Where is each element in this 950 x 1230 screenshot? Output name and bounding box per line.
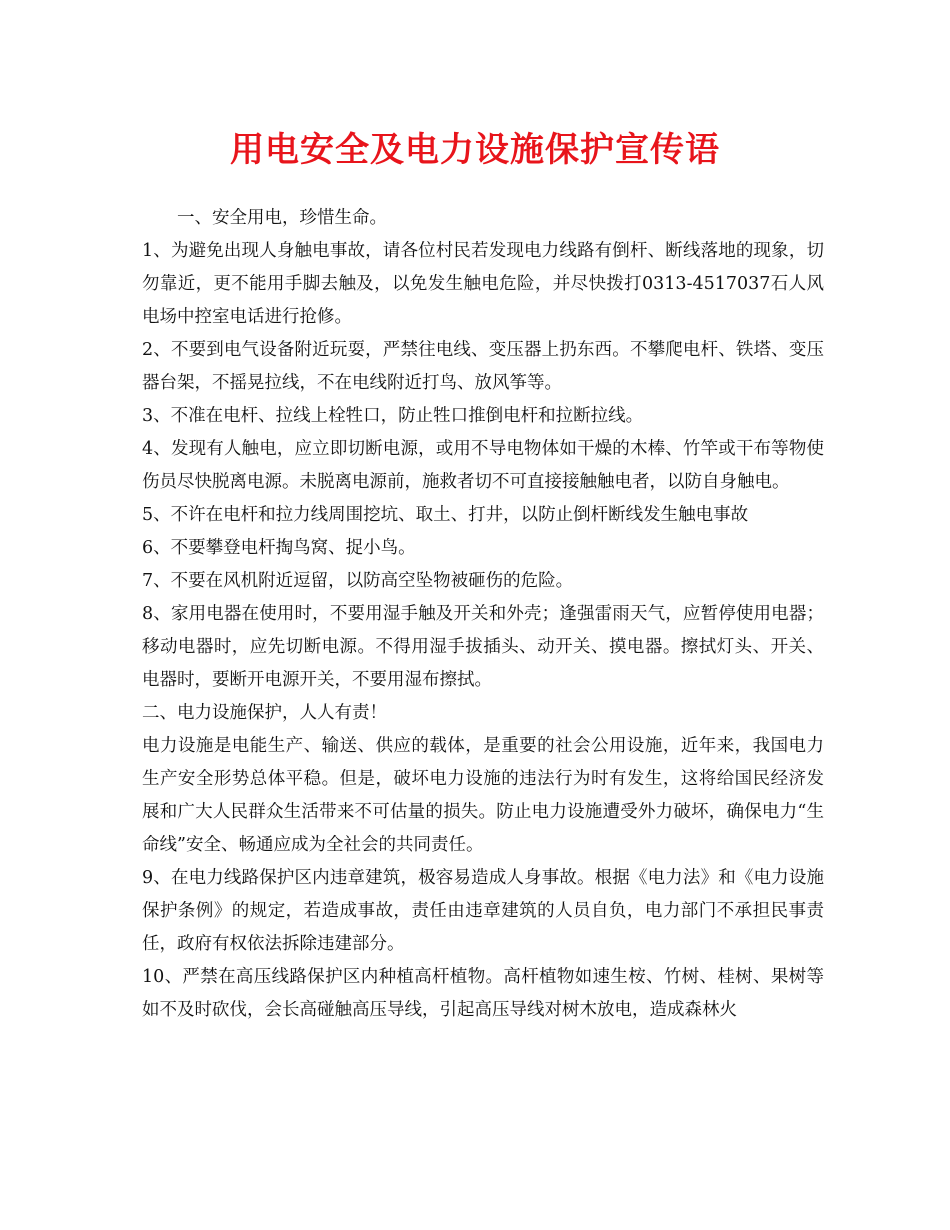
section-heading-1: 一、安全用电，珍惜生命。 — [177, 208, 387, 228]
page-title: 用电安全及电力设施保护宣传语 — [230, 130, 720, 170]
paragraph-item-9: 9、在电力线路保护区内违章建筑，极容易造成人身事故。根据《电力法》和《电力设施保护条例》的规定，若造成事故，责任由违章建筑的人员自负，电力部门不承担民事责任，政府有权依法拆除违建部分。 — [142, 868, 824, 954]
intro-paragraph: 电力设施是电能生产、输送、供应的载体，是重要的社会公用设施，近年来，我国电力生产安全形势总体平稳。但是，破坏电力设施的违法行为时有发生，这将给国民经济发展和广大人民群众生活带来不可估量的损失。防止电力设施遭受外力破坏，确保电力“生命线”安全、畅通应成为全社会的共同责任。 — [142, 736, 824, 855]
paragraph-item-4: 4、发现有人触电，应立即切断电源，或用不导电物体如干燥的木棒、竹竿或干布等物使伤员尽快脱离电源。未脱离电源前，施救者切不可直接接触触电者，以防自身触电。 — [142, 439, 824, 492]
paragraph-item-7: 7、不要在风机附近逗留，以防高空坠物被砸伤的危险。 — [142, 571, 574, 591]
paragraph-item-3: 3、不准在电杆、拉线上栓牲口，防止牲口推倒电杆和拉断拉线。 — [142, 406, 644, 426]
paragraph-item-2: 2、不要到电气设备附近玩耍，严禁往电线、变压器上扔东西。不攀爬电杆、铁塔、变压器台架，不摇晃拉线，不在电线附近打鸟、放风筝等。 — [142, 340, 824, 393]
paragraph-item-1: 1、为避免出现人身触电事故，请各位村民若发现电力线路有倒杆、断线落地的现象，切勿靠近，更不能用手脚去触及，以免发生触电危险，并尽快拨打0313-4517037石人风电场中控室电话进行抢修。 — [142, 241, 824, 327]
paragraph-item-8: 8、家用电器在使用时，不要用湿手触及开关和外壳；逢强雷雨天气，应暂停使用电器；移动电器时，应先切断电源。不得用湿手拔插头、动开关、摸电器。擦拭灯头、开关、电器时，要断开电源开关，不要用湿布擦拭。 — [142, 604, 824, 690]
document-body — [142, 202, 824, 1027]
paragraph-item-5: 5、不许在电杆和拉力线周围挖坑、取土、打井，以防止倒杆断线发生触电事故 — [142, 505, 749, 525]
paragraph-item-6: 6、不要攀登电杆掏鸟窝、捉小鸟。 — [142, 538, 416, 558]
section-heading-2: 二、电力设施保护，人人有责！ — [142, 703, 387, 723]
paragraph-item-10: 10、严禁在高压线路保护区内种植高杆植物。高杆植物如速生桉、竹树、桂树、果树等如不及时砍伐，会长高碰触高压导线，引起高压导线对树木放电，造成森林火 — [142, 967, 824, 1020]
